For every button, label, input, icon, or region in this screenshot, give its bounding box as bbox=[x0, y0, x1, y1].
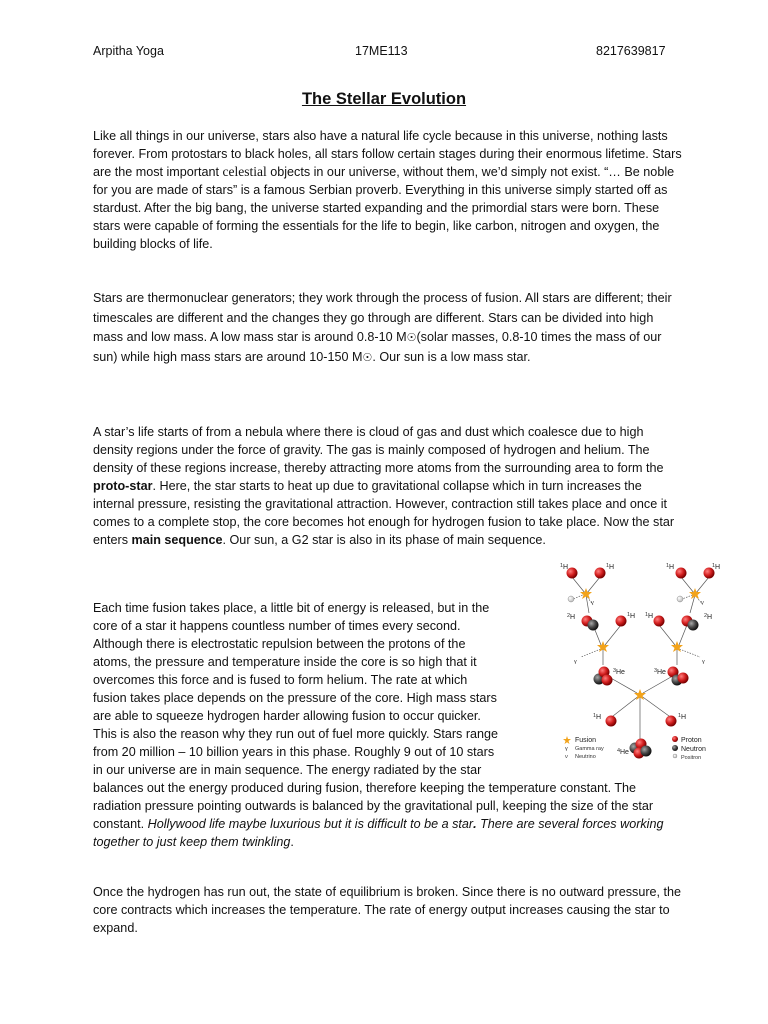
neutron bbox=[588, 620, 599, 631]
svg-text:Proton: Proton bbox=[681, 737, 702, 744]
svg-text:2: 2 bbox=[567, 613, 571, 619]
solar-mass-icon: ☉ bbox=[362, 350, 373, 364]
svg-text:ν: ν bbox=[591, 600, 594, 606]
svg-text:H: H bbox=[630, 613, 636, 620]
proton bbox=[704, 568, 715, 579]
proton bbox=[616, 616, 627, 627]
paragraph-4-continued: balances out the energy produced during fusion, therefore keeping the temperature constant. The radiation pressure pointing outwards is balanced by the gravitational pull, keeping the size of the star constant. Hollywood life maybe luxurious but it is difficult to be a star. There are several forces working together to just keep them twinkling. bbox=[93, 781, 664, 849]
phone-number: 8217639817 bbox=[596, 44, 666, 58]
paragraph-2: Stars are thermonuclear generators; they work through the process of fusion. All stars are different; their timescales are different and the changes they go through are different. Stars can be divided into high mass and low mass. A low mass star is around 0.8-10 M☉(solar masses, 0.8-10 times the mass of our sun) while high mass stars are around 10-150 M☉. Our sun is a low mass star. bbox=[93, 291, 672, 364]
proton bbox=[678, 673, 689, 684]
svg-text:He: He bbox=[657, 669, 666, 676]
proton-legend-swatch bbox=[672, 736, 678, 742]
proton bbox=[654, 616, 665, 627]
paragraph-5: Once the hydrogen has run out, the state of equilibrium is broken. Since there is no outward pressure, the core contracts which increases the temperature. The rate of energy output increases causing the star to expand. bbox=[93, 885, 682, 935]
svg-text:ν: ν bbox=[701, 600, 704, 606]
svg-text:He: He bbox=[620, 749, 629, 756]
fusion-star-icon bbox=[580, 588, 592, 599]
solar-mass-icon: ☉ bbox=[406, 331, 417, 344]
proton bbox=[676, 568, 687, 579]
svg-text:1: 1 bbox=[666, 563, 670, 569]
positron-legend-swatch bbox=[673, 754, 677, 758]
paragraph-1: Like all things in our universe, stars also have a natural life cycle because in this universe, nothing lasts forever. From protostars to black holes, all stars follow certain stages during their enormous lifetime. Stars are the most important celestial objects in our universe, without them, we’d simply not exist. “… Be noble for you are made of stars” is a famous Serbian proverb. Everything in this universe simply started off as stardust. After the big bang, the universe started expanding and the primordial stars were born. These stars were capable of forming the essentials for the life to begin, like carbon, nitrogen and oxygen, the building blocks of life. bbox=[93, 129, 682, 251]
positron bbox=[677, 596, 683, 602]
svg-text:1: 1 bbox=[606, 563, 610, 569]
neutron-legend-swatch bbox=[672, 745, 678, 751]
fusion-star-icon bbox=[563, 736, 571, 744]
svg-text:H: H bbox=[570, 614, 576, 621]
svg-text:Fusion: Fusion bbox=[575, 737, 597, 744]
svg-text:γ: γ bbox=[574, 659, 577, 665]
neutron bbox=[688, 620, 699, 631]
svg-text:3: 3 bbox=[654, 668, 658, 674]
proton-proton-chain-diagram bbox=[559, 553, 721, 768]
proto-star-term: proto-star bbox=[93, 479, 153, 493]
roll-number: 17ME113 bbox=[355, 44, 408, 58]
svg-text:ν: ν bbox=[565, 754, 568, 760]
svg-text:H: H bbox=[715, 564, 721, 571]
celestial-word: celestial bbox=[222, 164, 267, 179]
proton bbox=[606, 716, 617, 727]
neutron bbox=[641, 746, 652, 757]
svg-text:Neutron: Neutron bbox=[681, 746, 706, 753]
svg-text:He: He bbox=[616, 669, 625, 676]
svg-text:1: 1 bbox=[678, 713, 682, 719]
svg-text:1: 1 bbox=[645, 612, 649, 618]
svg-text:Neutrino: Neutrino bbox=[575, 754, 596, 760]
svg-text:4: 4 bbox=[617, 748, 621, 754]
svg-text:1: 1 bbox=[560, 563, 564, 569]
svg-text:H: H bbox=[669, 564, 675, 571]
svg-text:H: H bbox=[563, 564, 569, 571]
positron bbox=[568, 596, 574, 602]
svg-text:γ: γ bbox=[565, 746, 568, 752]
svg-text:1: 1 bbox=[627, 612, 631, 618]
main-sequence-term: main sequence bbox=[131, 533, 223, 547]
paragraph-4-wrapped: Each time fusion takes place, a little bit of energy is released, but in the core of a star it happens countless number of times every second. Although there is electrostatic repulsion between the protons of the atoms, the pressure and temperature inside the core is so high that it overcomes this force and is fused to form helium. The rate at which fusion takes place depends on the pressure of the core. High mass stars are able to squeeze hydrogen harder allowing fusion to occur quicker. This is also the reason why they run out of fuel more quickly. Stars range from 20 million – 10 billion years in this phase. Roughly 9 out of 10 stars in our universe are in main sequence. The energy radiated by the star bbox=[93, 601, 499, 777]
proton bbox=[666, 716, 677, 727]
svg-text:γ: γ bbox=[702, 659, 705, 665]
svg-text:Gamma ray: Gamma ray bbox=[575, 746, 604, 752]
proton bbox=[567, 568, 578, 579]
fusion-star-icon bbox=[689, 588, 701, 599]
proton bbox=[602, 675, 613, 686]
svg-text:2: 2 bbox=[704, 613, 708, 619]
paragraph-3: A star’s life starts of from a nebula where there is cloud of gas and dust which coalesce due to high density regions under the force of gravity. The gas is mainly composed of hydrogen and helium. The density of these regions increase, thereby attracting more atoms from the surrounding area to form the proto-star. Here, the star starts to heat up due to gravitational collapse which in turn increases the internal pressure, resisting the gravitational attraction. However, contraction still takes place and once it comes to a complete stop, the core becomes hot enough for hydrogen fusion to take place. Now the star enters main sequence. Our sun, a G2 star is also in its phase of main sequence. bbox=[93, 425, 675, 547]
svg-text:1: 1 bbox=[593, 713, 597, 719]
author-name: Arpitha Yoga bbox=[93, 44, 164, 58]
svg-text:1: 1 bbox=[712, 563, 716, 569]
svg-text:3: 3 bbox=[613, 668, 617, 674]
svg-text:Positron: Positron bbox=[681, 755, 702, 761]
svg-text:H: H bbox=[648, 613, 654, 620]
proton bbox=[595, 568, 606, 579]
svg-text:H: H bbox=[609, 564, 615, 571]
svg-text:H: H bbox=[596, 714, 602, 721]
svg-text:H: H bbox=[681, 714, 687, 721]
svg-text:H: H bbox=[707, 614, 713, 621]
page-title: The Stellar Evolution bbox=[301, 90, 467, 108]
